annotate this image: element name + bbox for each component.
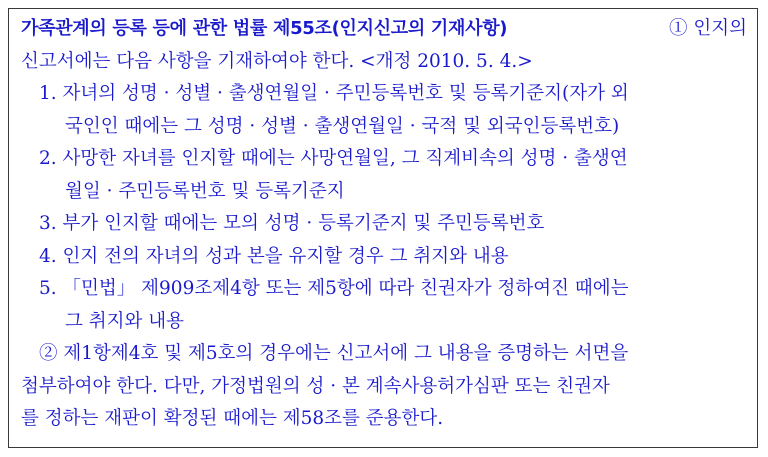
item-4-line-1: 4. 인지 전의 자녀의 성과 본을 유지할 경우 그 취지와 내용 (39, 245, 509, 267)
item-1-line-1: 1. 자녀의 성명 · 성별 · 출생연월일 · 주민등록번호 및 등록기준지(자가 외 (39, 83, 629, 104)
item-2-line-2: 월일 · 주민등록번호 및 등록기준지 (65, 180, 345, 202)
paragraph-2-line-3: 를 정하는 재판이 확정된 때에는 제58조를 준용한다. (21, 408, 444, 429)
article-title-line (21, 13, 747, 46)
item-5-line-2: 그 취지와 내용 (65, 310, 184, 332)
item-3-line-1: 3. 부가 인지할 때에는 모의 성명 · 등록기준지 및 주민등록번호 (39, 213, 545, 234)
article-title: 가족관계의 등록 등에 관한 법률 제55조(인지신고의 기재사항) (21, 18, 508, 39)
paragraph-2-line-1: ② 제1항제4호 및 제5호의 경우에는 신고서에 그 내용을 증명하는 서면을 (39, 343, 629, 364)
paragraph-2-line-2: 첨부하여야 한다. 다만, 가정법원의 성 · 본 계속사용허가심판 또는 친권자 (21, 375, 610, 397)
item-1-line-2: 국인인 때에는 그 성명 · 성별 · 출생연월일 · 국적 및 외국인등록번호) (65, 115, 620, 137)
paragraph-1-start: ① 인지의 (669, 18, 747, 39)
law-article-box (8, 8, 758, 448)
paragraph-1-line: 신고서에는 다음 사항을 기재하여야 한다. <개정 2010. 5. 4.> (21, 50, 533, 72)
item-5-line-1: 5. 「민법」 제909조제4항 또는 제5항에 따라 친권자가 정하여진 때에는 (39, 278, 629, 299)
item-2-line-1: 2. 사망한 자녀를 인지할 때에는 사망연월일, 그 직계비속의 성명 · 출생연 (39, 148, 628, 169)
